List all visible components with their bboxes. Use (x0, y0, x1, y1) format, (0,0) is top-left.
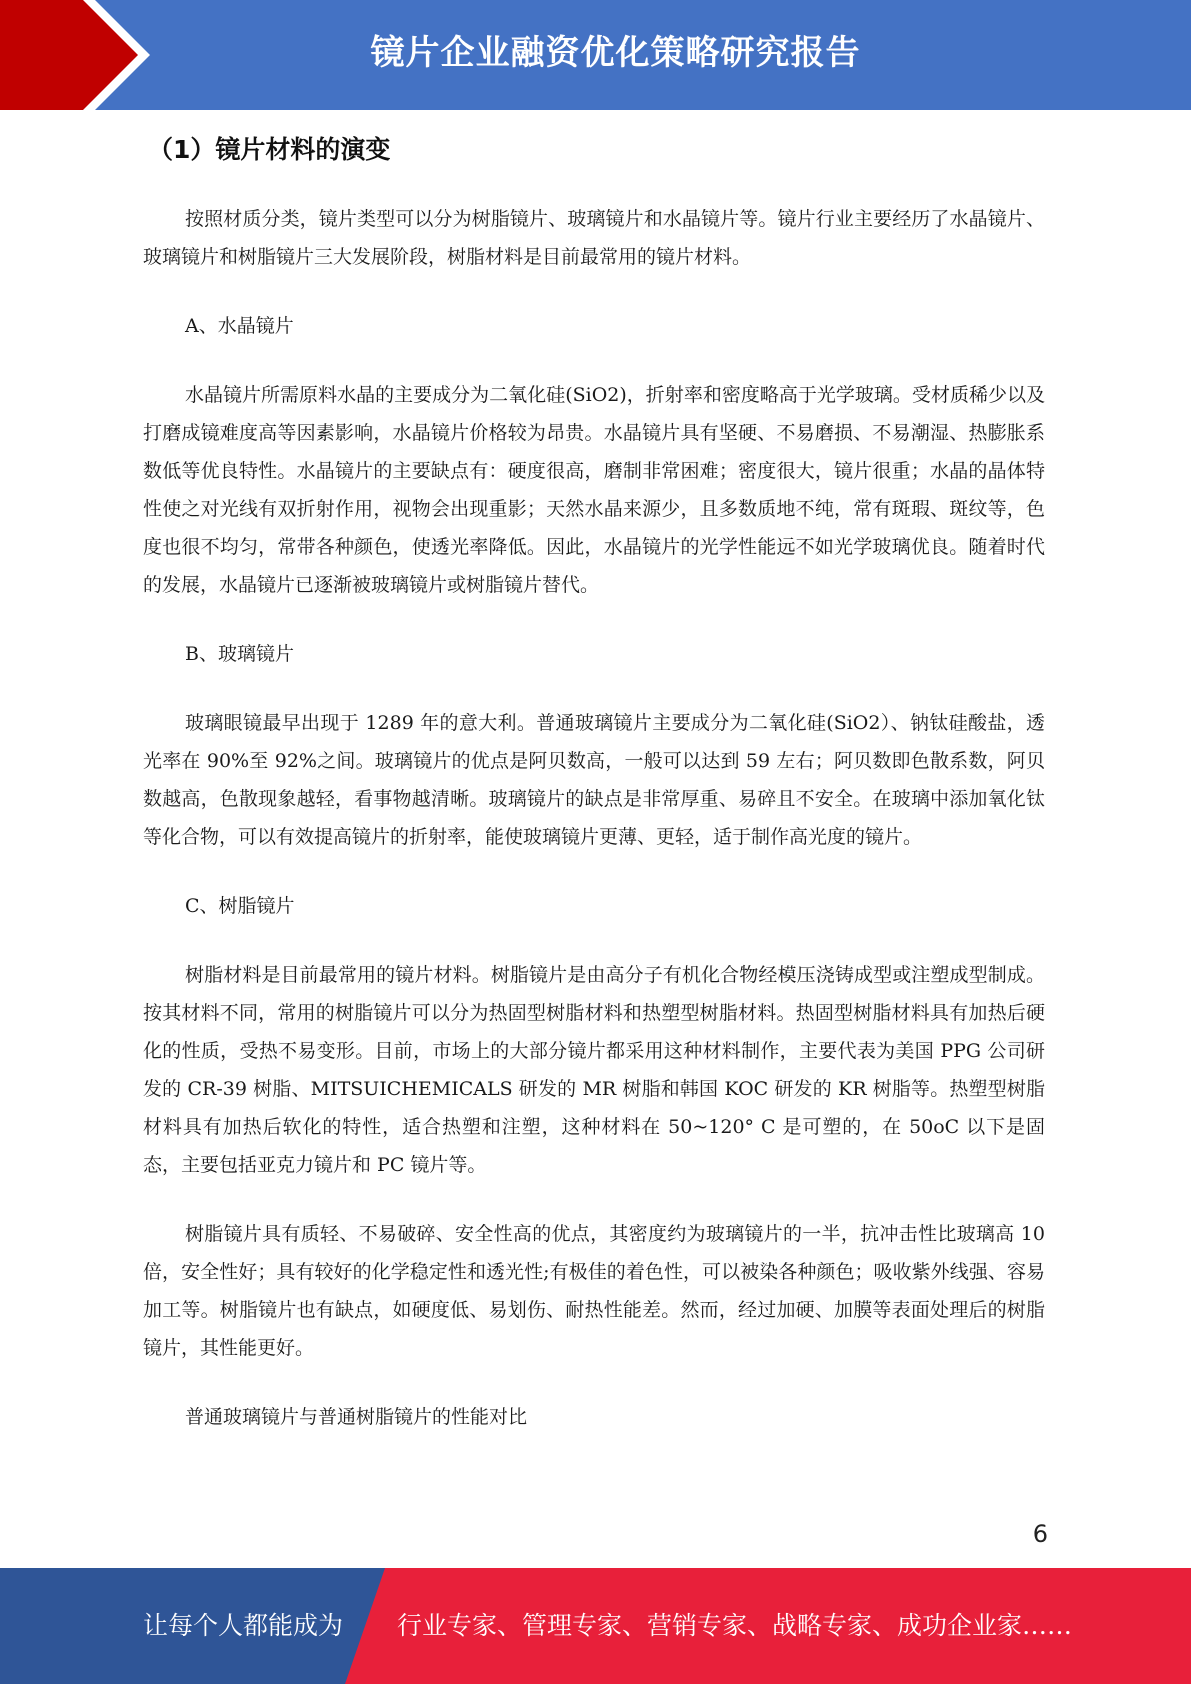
subheading-crystal-lens: A、水晶镜片 (185, 315, 294, 337)
paragraph-comparison-caption: 普通玻璃镜片与普通树脂镜片的性能对比 (185, 1406, 528, 1428)
subheading-resin-lens: C、树脂镜片 (185, 895, 295, 917)
footer-slogan-left: 让每个人都能成为 (143, 1611, 344, 1640)
body-content (143, 200, 1045, 1467)
paragraph-glass-lens: 玻璃眼镜最早出现于 1289 年的意大利。普通玻璃镜片主要成分为二氧化硅(SiO2）、钠钛硅酸盐，透光率在 90%至 92%之间。玻璃镜片的优点是阿贝数高，一般可以达到 59 左右；阿贝数即色散系数，阿贝数越高，色散现象越轻，看事物越清晰。玻璃镜片的缺点是非常厚重、易碎且不安全。在玻璃中添加氧化钛等化合物，可以有效提高镜片的折射率，能使玻璃镜片更薄、更轻，适于制作高光度的镜片。 (143, 712, 1045, 848)
subheading-glass-lens: B、玻璃镜片 (185, 643, 294, 665)
paragraph-resin-lens: 树脂材料是目前最常用的镜片材料。树脂镜片是由高分子有机化合物经模压浇铸成型或注塑成型制成。按其材料不同，常用的树脂镜片可以分为热固型树脂材料和热塑型树脂材料。热固型树脂材料具有加热后硬化的性质，受热不易变形。目前，市场上的大部分镜片都采用这种材料制作，主要代表为美国 PPG 公司研发的 CR-39 树脂、MITSUICHEMICALS 研发的 MR 树脂和韩国 KOC 研发的 KR 树脂等。热塑型树脂材料具有加热后软化的特性，适合热塑和注塑，这种材料在 50~120° C 是可塑的，在 50oC 以下是固态，主要包括亚克力镜片和 PC 镜片等。 (143, 964, 1045, 1176)
paragraph-resin-advantages: 树脂镜片具有质轻、不易破碎、安全性高的优点，其密度约为玻璃镜片的一半，抗冲击性比玻璃高 10 倍，安全性好；具有较好的化学稳定性和透光性;有极佳的着色性，可以被染各种颜色；吸收紫外线强、容易加工等。树脂镜片也有缺点，如硬度低、易划伤、耐热性能差。然而，经过加硬、加膜等表面处理后的树脂镜片，其性能更好。 (143, 1223, 1045, 1359)
page-footer (0, 1568, 1191, 1684)
section-heading: （1）镜片材料的演变 (148, 135, 391, 164)
report-title: 镜片企业融资优化策略研究报告 (370, 33, 861, 73)
paragraph-crystal-lens: 水晶镜片所需原料水晶的主要成分为二氧化硅(SiO2)，折射率和密度略高于光学玻璃。受材质稀少以及打磨成镜难度高等因素影响，水晶镜片价格较为昂贵。水晶镜片具有坚硬、不易磨损、不易潮湿、热膨胀系数低等优良特性。水晶镜片的主要缺点有：硬度很高，磨制非常困难；密度很大，镜片很重；水晶的晶体特性使之对光线有双折射作用，视物会出现重影；天然水晶来源少，且多数质地不纯，常有斑瑕、斑纹等，色度也很不均匀，常带各种颜色，使透光率降低。因此，水晶镜片的光学性能远不如光学玻璃优良。随着时代的发展，水晶镜片已逐渐被玻璃镜片或树脂镜片替代。 (143, 384, 1045, 596)
page-header (0, 0, 1191, 110)
page-number: 6 (1032, 1520, 1048, 1548)
footer-slogan-right: 行业专家、管理专家、营销专家、战略专家、成功企业家…… (397, 1611, 1073, 1640)
paragraph-intro: 按照材质分类，镜片类型可以分为树脂镜片、玻璃镜片和水晶镜片等。镜片行业主要经历了水晶镜片、玻璃镜片和树脂镜片三大发展阶段，树脂材料是目前最常用的镜片材料。 (143, 208, 1045, 268)
